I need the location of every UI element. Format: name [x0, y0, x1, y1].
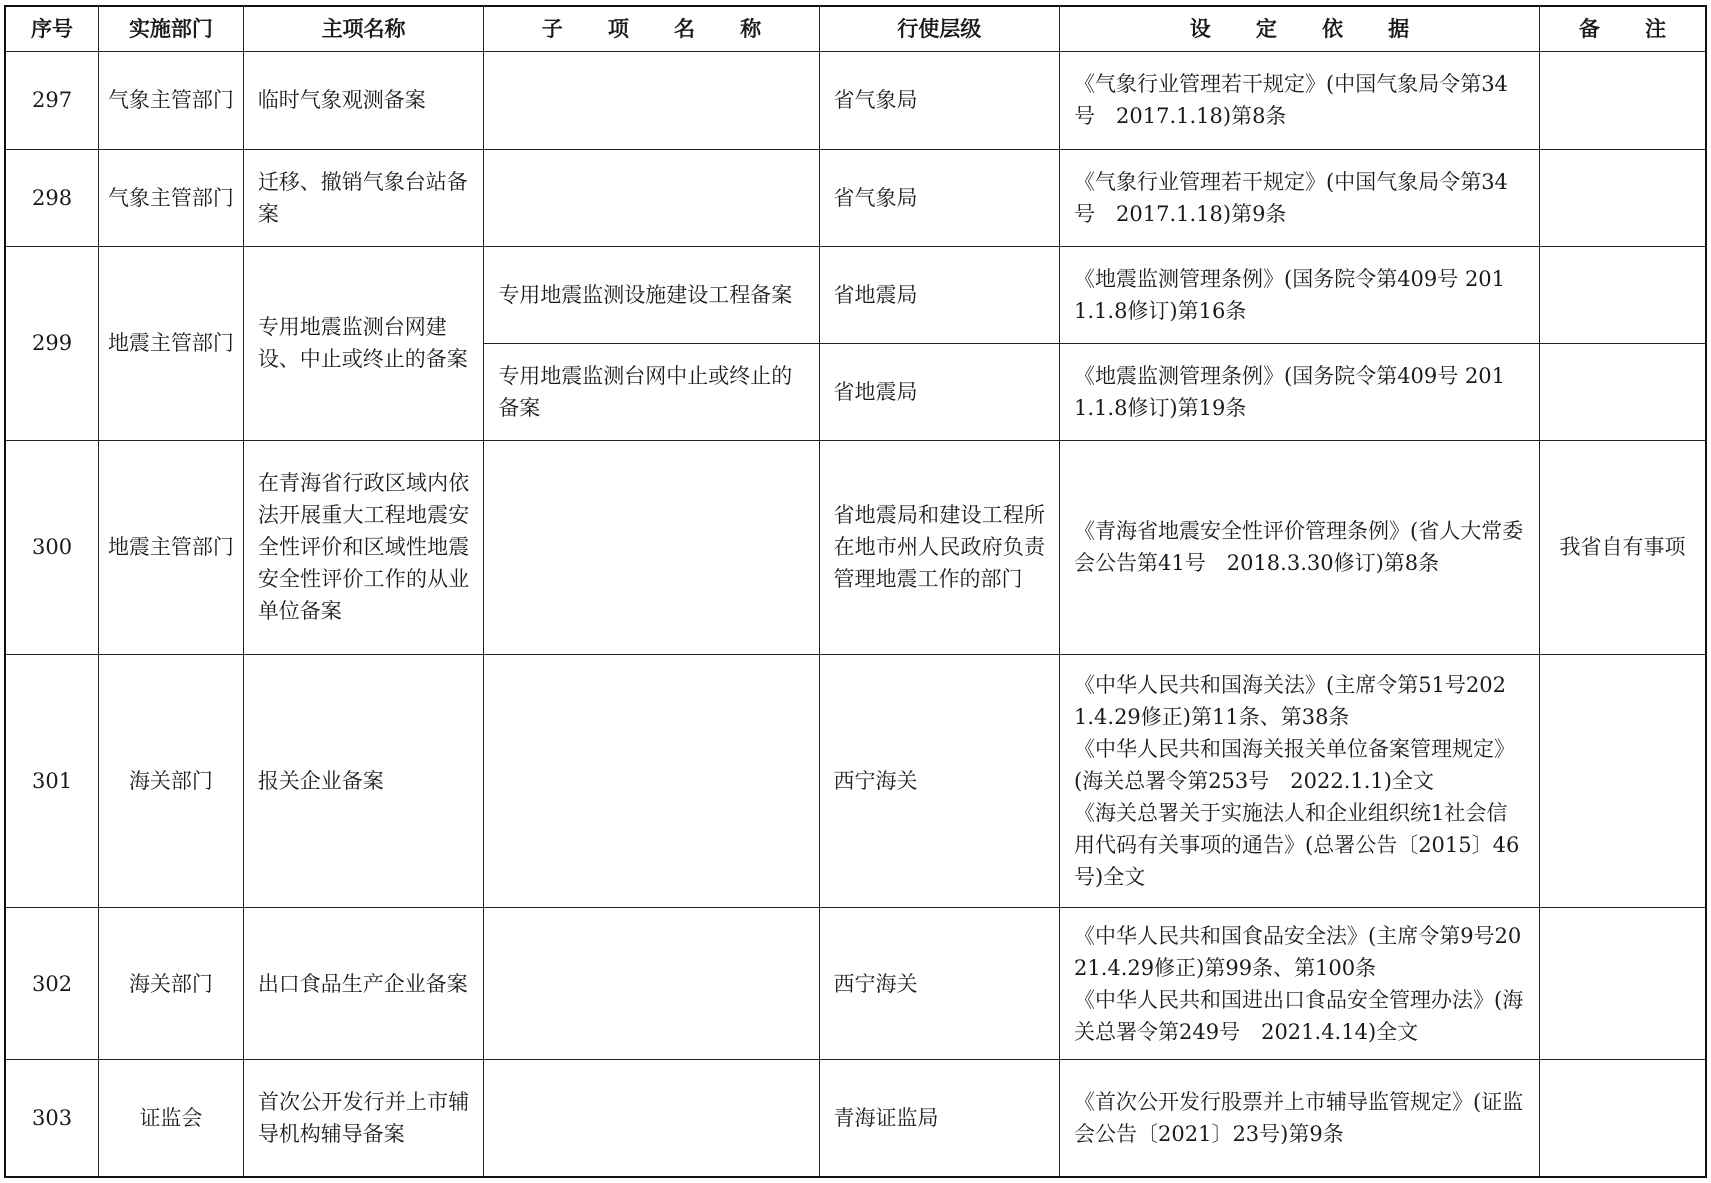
cell-main-item: 报关企业备案: [243, 655, 484, 908]
header-main-item: 主项名称: [243, 6, 484, 52]
cell-note: [1539, 52, 1706, 150]
cell-note: [1539, 343, 1706, 440]
header-basis: 设 定 依 据: [1060, 6, 1540, 52]
cell-main-item: 专用地震监测台网建设、中止或终止的备案: [243, 247, 484, 440]
table-row: [5, 908, 1706, 1060]
cell-note: [1539, 908, 1706, 1060]
basis-line: 《中华人民共和国海关法》(主席令第51号2021.4.29修正)第11条、第38条: [1074, 673, 1506, 730]
basis-line: 《中华人民共和国进出口食品安全管理办法》(海关总署令第249号 2021.4.14)全文: [1074, 987, 1524, 1044]
cell-dept: 海关部门: [99, 908, 244, 1060]
cell-no: 303: [5, 1060, 99, 1177]
cell-sub-item: [484, 149, 819, 247]
cell-note: [1539, 1060, 1706, 1177]
cell-basis: [1060, 440, 1540, 655]
cell-sub-item: 专用地震监测设施建设工程备案: [484, 247, 819, 344]
cell-sub-item: [484, 908, 819, 1060]
cell-no: 297: [5, 52, 99, 150]
cell-note: 我省自有事项: [1539, 440, 1706, 655]
cell-no: 301: [5, 655, 99, 908]
cell-level: 青海证监局: [819, 1060, 1060, 1177]
cell-basis: [1060, 149, 1540, 247]
basis-line: 《气象行业管理若干规定》(中国气象局令第34号 2017.1.18)第8条: [1074, 72, 1508, 129]
cell-note: [1539, 655, 1706, 908]
header-note: 备 注: [1539, 6, 1706, 52]
cell-basis: 《地震监测管理条例》(国务院令第409号 2011.1.8修订)第19条: [1060, 343, 1540, 440]
cell-no: 298: [5, 149, 99, 247]
basis-line: 《首次公开发行股票并上市辅导监管规定》(证监会公告〔2021〕23号)第9条: [1074, 1090, 1524, 1147]
cell-level: 省地震局: [819, 247, 1060, 344]
cell-basis: [1060, 52, 1540, 150]
cell-dept: 证监会: [99, 1060, 244, 1177]
table-row: [5, 247, 1706, 344]
cell-sub-item: [484, 655, 819, 908]
cell-dept: 地震主管部门: [99, 247, 244, 440]
cell-no: 302: [5, 908, 99, 1060]
table-row: [5, 52, 1706, 150]
cell-sub-item: 专用地震监测台网中止或终止的备案: [484, 343, 819, 440]
cell-no: 300: [5, 440, 99, 655]
table-row: [5, 655, 1706, 908]
cell-main-item: 临时气象观测备案: [243, 52, 484, 150]
cell-sub-item: [484, 440, 819, 655]
table-row: [5, 149, 1706, 247]
cell-level: 省地震局: [819, 343, 1060, 440]
cell-main-item: 迁移、撤销气象台站备案: [243, 149, 484, 247]
basis-line: 《中华人民共和国食品安全法》(主席令第9号2021.4.29修正)第99条、第100条: [1074, 923, 1522, 980]
cell-no: 299: [5, 247, 99, 440]
cell-main-item: 首次公开发行并上市辅导机构辅导备案: [243, 1060, 484, 1177]
cell-dept: 气象主管部门: [99, 149, 244, 247]
cell-sub-item: [484, 52, 819, 150]
cell-note: [1539, 247, 1706, 344]
header-level: 行使层级: [819, 6, 1060, 52]
basis-line: 《气象行业管理若干规定》(中国气象局令第34号 2017.1.18)第9条: [1074, 170, 1508, 226]
header-no: 序号: [5, 6, 99, 52]
cell-dept: 海关部门: [99, 655, 244, 908]
basis-line: 《海关总署关于实施法人和企业组织统1社会信用代码有关事项的通告》(总署公告〔2015〕46号)全文: [1074, 801, 1520, 890]
cell-main-item: 出口食品生产企业备案: [243, 908, 484, 1060]
basis-line: 《青海省地震安全性评价管理条例》(省人大常委会公告第41号 2018.3.30修订)第8条: [1074, 519, 1524, 576]
cell-basis: 《地震监测管理条例》(国务院令第409号 2011.1.8修订)第16条: [1060, 247, 1540, 344]
cell-level: 西宁海关: [819, 908, 1060, 1060]
cell-basis: [1060, 655, 1540, 908]
header-dept: 实施部门: [99, 6, 244, 52]
header-sub-item: 子 项 名 称: [484, 6, 819, 52]
cell-level: 西宁海关: [819, 655, 1060, 908]
cell-main-item: 在青海省行政区域内依法开展重大工程地震安全性评价和区域性地震安全性评价工作的从业单位备案: [243, 440, 484, 655]
cell-level: 省地震局和建设工程所在地市州人民政府负责管理地震工作的部门: [819, 440, 1060, 655]
cell-sub-item: [484, 1060, 819, 1177]
table-row: [5, 1060, 1706, 1177]
cell-dept: 地震主管部门: [99, 440, 244, 655]
basis-line: 《中华人民共和国海关报关单位备案管理规定》(海关总署令第253号 2022.1.1)全文: [1074, 737, 1515, 794]
cell-basis: [1060, 1060, 1540, 1177]
cell-note: [1539, 149, 1706, 247]
table-row: [5, 440, 1706, 655]
cell-basis: [1060, 908, 1540, 1060]
cell-dept: 气象主管部门: [99, 52, 244, 150]
header-row: [5, 6, 1706, 52]
cell-level: 省气象局: [819, 149, 1060, 247]
registration-table: [4, 5, 1707, 1178]
cell-level: 省气象局: [819, 52, 1060, 150]
